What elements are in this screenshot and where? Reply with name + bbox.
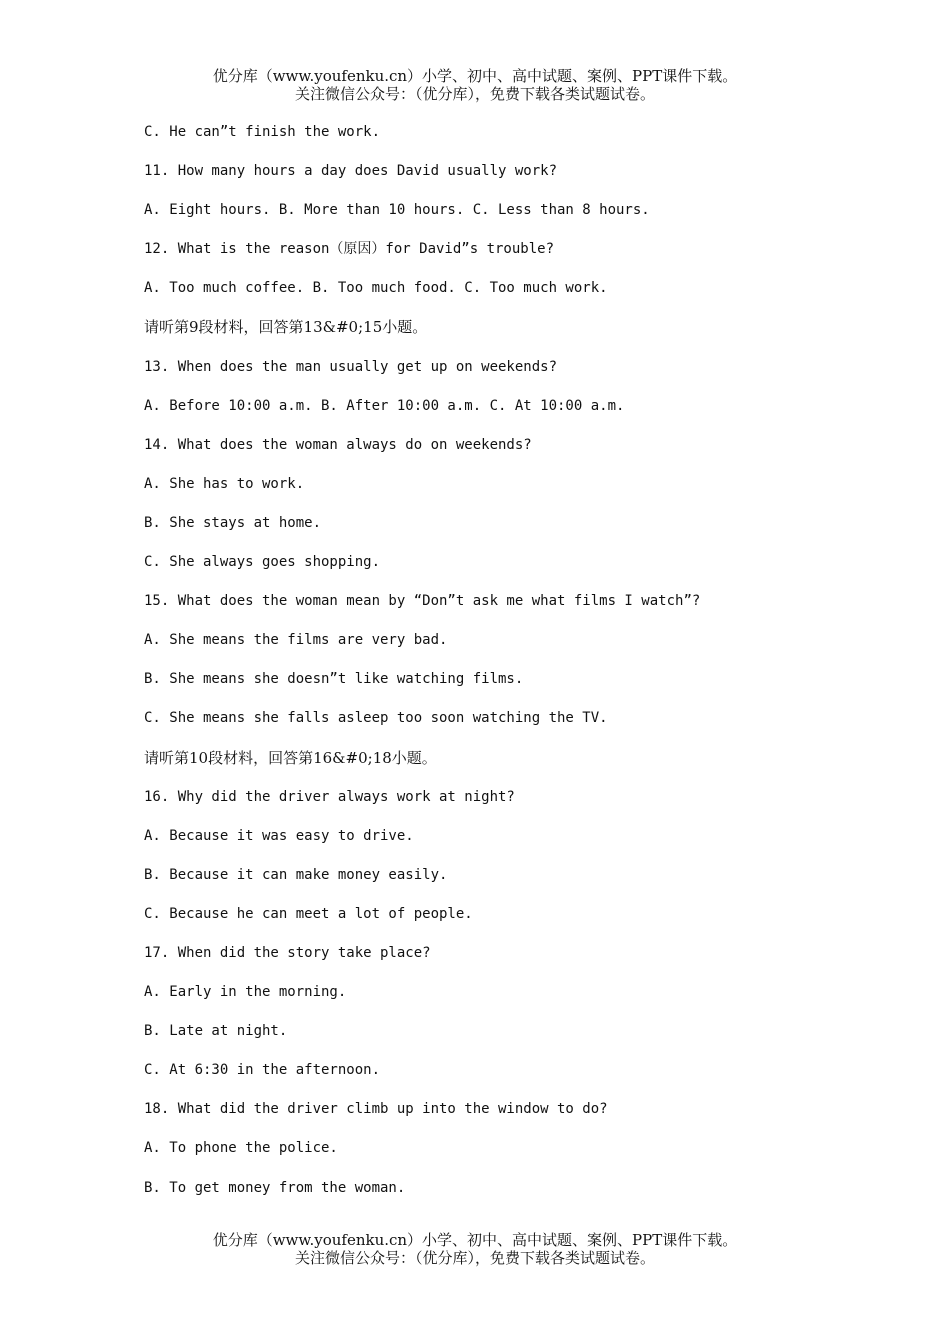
exam-content — [144, 121, 864, 1216]
answer-option: A. To phone the police. — [144, 1140, 338, 1157]
question: 15. What does the woman mean by “Don”t ask me what films I watch”? — [144, 593, 701, 610]
page-footer — [0, 1231, 950, 1267]
answer-option: C. She means she falls asleep too soon watching the TV. — [144, 710, 608, 727]
answer-option: A. Early in the morning. — [144, 984, 347, 1001]
header-line-1: 优分库（www.youfenku.cn）小学、初中、高中试题、案例、PPT课件下载。 — [212, 67, 738, 85]
question: 13. When does the man usually get up on weekends? — [144, 358, 558, 375]
answer-option: B. She stays at home. — [144, 514, 322, 531]
footer-line-2: 关注微信公众号：（优分库），免费下载各类试题试卷。 — [294, 1249, 655, 1267]
question: 11. How many hours a day does David usually work? — [144, 163, 558, 180]
footer-line-1: 优分库（www.youfenku.cn）小学、初中、高中试题、案例、PPT课件下载。 — [212, 1231, 738, 1249]
answer-option: B. Late at night. — [144, 1023, 288, 1040]
question: 12. What is the reason（原因）for David”s trouble? — [144, 241, 555, 258]
answer-option: C. She always goes shopping. — [144, 554, 381, 571]
page-header — [0, 67, 950, 103]
answer-option: A. Too much coffee. B. Too much food. C. Too much work. — [144, 280, 608, 297]
answer-option: A. Eight hours. B. More than 10 hours. C. Less than 8 hours. — [144, 202, 650, 219]
question: 14. What does the woman always do on weekends? — [144, 436, 532, 453]
question: 18. What did the driver climb up into the window to do? — [144, 1101, 608, 1118]
section-instruction: 请听第10段材料，回答第16&#0;18小题。 — [144, 748, 437, 767]
answer-option: C. Because he can meet a lot of people. — [144, 905, 473, 922]
answer-option: C. At 6:30 in the afternoon. — [144, 1062, 381, 1079]
answer-option: A. Before 10:00 a.m. B. After 10:00 a.m. C. At 10:00 a.m. — [144, 397, 625, 414]
answer-option: A. Because it was easy to drive. — [144, 827, 414, 844]
answer-option: B. Because it can make money easily. — [144, 866, 448, 883]
answer-option: A. She means the films are very bad. — [144, 632, 448, 649]
question: 16. Why did the driver always work at night? — [144, 788, 515, 805]
answer-option: C. He can”t finish the work. — [144, 124, 381, 140]
answer-option: B. To get money from the woman. — [144, 1179, 406, 1196]
question: 17. When did the story take place? — [144, 944, 431, 961]
answer-option: B. She means she doesn”t like watching films. — [144, 671, 524, 688]
header-line-2: 关注微信公众号：（优分库），免费下载各类试题试卷。 — [294, 85, 655, 103]
answer-option: A. She has to work. — [144, 475, 305, 492]
section-instruction: 请听第9段材料，回答第13&#0;15小题。 — [144, 318, 428, 337]
